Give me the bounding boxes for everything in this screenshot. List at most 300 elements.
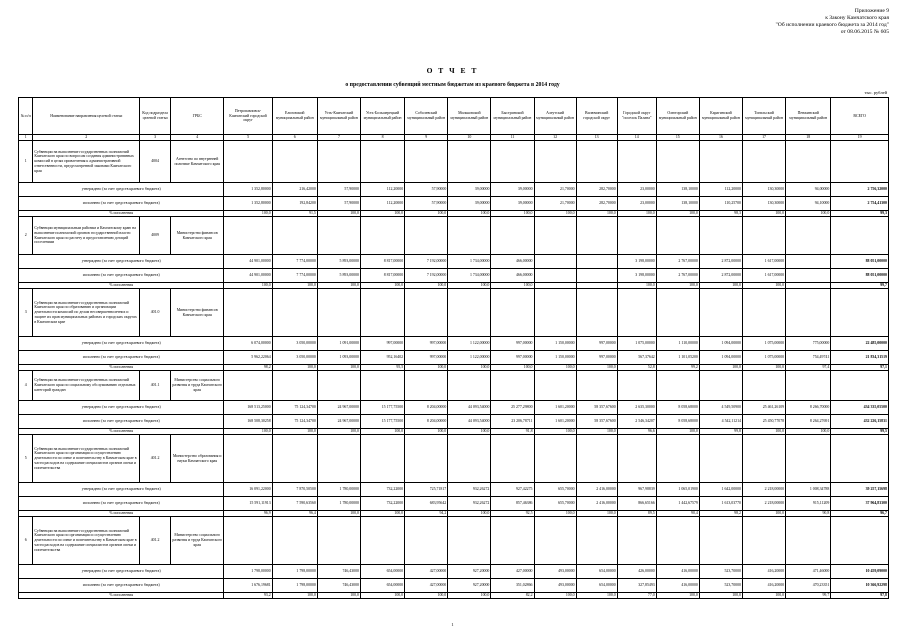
empty-cell bbox=[831, 217, 889, 255]
column-number: 9 bbox=[405, 135, 448, 141]
section-name: Субвенции на выполнение государственных полномочий Камчатского края по образованию и организации деятельности комиссий по делам несовершеннолетних и защите их прав муниципальных районах и городских округах в Камчатском крае bbox=[33, 289, 140, 337]
approved-value: 1 094,00000 bbox=[699, 337, 742, 351]
approved-value: 112,20000 bbox=[360, 183, 404, 197]
percent-value: 100,0 bbox=[617, 283, 656, 289]
empty-cell bbox=[742, 435, 785, 483]
approved-value: 655,70000 bbox=[534, 483, 576, 497]
percent-value: 100,0 bbox=[448, 429, 491, 435]
percent-value: 100,0 bbox=[224, 429, 272, 435]
section-grbs: Министерство социального развития и труда Камчатского края bbox=[171, 371, 224, 401]
percent-value: 100,0 bbox=[360, 211, 404, 217]
percent-value: 100,0 bbox=[491, 365, 534, 371]
percent-value: 99,7 bbox=[786, 593, 831, 599]
empty-cell bbox=[224, 435, 272, 483]
empty-cell bbox=[405, 435, 448, 483]
empty-cell bbox=[448, 141, 491, 183]
executed-value: 857,46386 bbox=[491, 497, 534, 511]
executed-value: 112,20000 bbox=[360, 197, 404, 211]
percent-value: 96,9 bbox=[224, 511, 272, 517]
executed-label: исполнено (за счет средств краевого бюджета) bbox=[19, 415, 224, 429]
percent-value: 100,0 bbox=[786, 211, 831, 217]
percent-value: 100,0 bbox=[534, 365, 576, 371]
percent-value: 77,0 bbox=[617, 593, 656, 599]
executed-value: 75 124,34700 bbox=[272, 415, 317, 429]
approved-value: 427,00000 bbox=[405, 565, 448, 579]
approved-value: 523,70000 bbox=[699, 565, 742, 579]
column-header: Пенжинский муниципальный район bbox=[786, 98, 831, 135]
empty-cell bbox=[272, 435, 317, 483]
percent-value: 82,2 bbox=[491, 593, 534, 599]
section-code: 4009 bbox=[140, 217, 171, 255]
approved-value: 2 416,00000 bbox=[576, 483, 617, 497]
approved-value: 21,70000 bbox=[534, 183, 576, 197]
percent-label: % исполнения bbox=[19, 365, 224, 371]
executed-row bbox=[19, 351, 889, 365]
percent-value: 100,0 bbox=[317, 283, 360, 289]
approved-value: 25 277,29800 bbox=[491, 401, 534, 415]
executed-value: 23,00000 bbox=[617, 197, 656, 211]
column-header: Усть-Большерецкий муниципальный район bbox=[360, 98, 404, 135]
section-name: Субвенции на выполнение государственных полномочий Камчатского края по социальному обслуживанию отдельных категорий граждан bbox=[33, 371, 140, 401]
column-header: ВСЕГО bbox=[831, 98, 889, 135]
approved-value: 44 093,54000 bbox=[448, 401, 491, 415]
approved-value: 8 266,70000 bbox=[786, 401, 831, 415]
empty-cell bbox=[491, 141, 534, 183]
executed-total: 432 226,15831 bbox=[831, 415, 889, 429]
percent-value: 100,0 bbox=[699, 593, 742, 599]
approved-value: 426,00000 bbox=[617, 565, 656, 579]
executed-value: 466,00000 bbox=[491, 269, 534, 283]
percent-value: 100,0 bbox=[448, 283, 491, 289]
executed-value: 866,65166 bbox=[617, 497, 656, 511]
approved-value: 58 357,67600 bbox=[576, 401, 617, 415]
executed-value: 732,22000 bbox=[360, 497, 404, 511]
approved-value: 39,00000 bbox=[448, 183, 491, 197]
section-code: 4004 bbox=[140, 141, 171, 183]
empty-cell bbox=[491, 517, 534, 565]
unit-label: тыс. рублей bbox=[864, 90, 887, 95]
empty-cell bbox=[360, 435, 404, 483]
percent-value: 91,5 bbox=[272, 211, 317, 217]
empty-cell bbox=[534, 517, 576, 565]
executed-total: 2 754,41300 bbox=[831, 197, 889, 211]
percent-value: 97,4 bbox=[786, 365, 831, 371]
empty-cell bbox=[405, 217, 448, 255]
executed-value: 5 962,22064 bbox=[224, 351, 272, 365]
executed-row bbox=[19, 579, 889, 593]
percent-value: 100,0 bbox=[742, 511, 785, 517]
approved-value: 216,42000 bbox=[272, 183, 317, 197]
executed-value: 523,70000 bbox=[699, 579, 742, 593]
percent-value: 100,0 bbox=[272, 283, 317, 289]
empty-cell bbox=[656, 517, 699, 565]
executed-value: 1 352,80000 bbox=[224, 197, 272, 211]
executed-value bbox=[576, 269, 617, 283]
empty-cell bbox=[699, 517, 742, 565]
empty-cell bbox=[617, 371, 656, 401]
approved-total: 22 485,00000 bbox=[831, 337, 889, 351]
executed-label: исполнено (за счет средств краевого бюджета) bbox=[19, 351, 224, 365]
executed-value: 44 093,54000 bbox=[448, 415, 491, 429]
approved-value: 8 058,68000 bbox=[656, 401, 699, 415]
column-header: Усть-Камчатский муниципальный район bbox=[317, 98, 360, 135]
empty-cell bbox=[405, 141, 448, 183]
empty-cell bbox=[360, 141, 404, 183]
column-number: 14 bbox=[617, 135, 656, 141]
section-name: Субвенции муниципальным районам и Камчатскому краю на выполнение полномочий органов государственной власти Камчатского края по расчету и предоставлению дотаций поселениям bbox=[33, 217, 140, 255]
executed-value: 94,10000 bbox=[786, 197, 831, 211]
percent-value: 95,5 bbox=[360, 365, 404, 371]
executed-value: 110,25700 bbox=[699, 197, 742, 211]
empty-cell bbox=[360, 517, 404, 565]
executed-value: 416,20000 bbox=[742, 579, 785, 593]
empty-cell bbox=[224, 141, 272, 183]
empty-cell bbox=[317, 371, 360, 401]
empty-cell bbox=[224, 371, 272, 401]
approved-row bbox=[19, 483, 889, 497]
column-header: Быстринский муниципальный район bbox=[491, 98, 534, 135]
percent-value: 100,0 bbox=[656, 429, 699, 435]
percent-total: 99,3 bbox=[831, 211, 889, 217]
approved-value: 732,22000 bbox=[360, 483, 404, 497]
approved-total: 434 335,05500 bbox=[831, 401, 889, 415]
executed-value: 2 872,00000 bbox=[699, 269, 742, 283]
executed-value: 8 817,00000 bbox=[360, 269, 404, 283]
percent-value: 93,2 bbox=[224, 593, 272, 599]
percent-value: 100,0 bbox=[534, 429, 576, 435]
percent-value: 100,0 bbox=[742, 365, 785, 371]
executed-value: 24 967,00000 bbox=[317, 415, 360, 429]
empty-cell bbox=[448, 289, 491, 337]
percent-value: 100,0 bbox=[405, 593, 448, 599]
column-header: Наименование направления целевой статьи bbox=[33, 98, 140, 135]
approved-value: 997,00000 bbox=[360, 337, 404, 351]
approved-total: 10 459,09000 bbox=[831, 565, 889, 579]
executed-value: 1 094,00000 bbox=[699, 351, 742, 365]
executed-value: 1 442,67579 bbox=[656, 497, 699, 511]
appendix-line: "Об исполнении краевого бюджета за 2014 год" bbox=[775, 22, 889, 28]
approved-value: 130,30000 bbox=[742, 183, 785, 197]
approved-value: 7 870,50500 bbox=[272, 483, 317, 497]
empty-cell bbox=[699, 141, 742, 183]
percent-value: 100,0 bbox=[317, 429, 360, 435]
percent-total: 97,8 bbox=[831, 593, 889, 599]
executed-value: 138,10000 bbox=[656, 197, 699, 211]
approved-value: 282,70000 bbox=[576, 183, 617, 197]
percent-value: 100,0 bbox=[448, 511, 491, 517]
column-header: Елизовский муниципальный район bbox=[272, 98, 317, 135]
executed-value: 1 601,20000 bbox=[534, 415, 576, 429]
column-number: 2 bbox=[33, 135, 140, 141]
approved-value: 1 150,00000 bbox=[534, 337, 576, 351]
empty-cell bbox=[831, 289, 889, 337]
column-number: 19 bbox=[831, 135, 889, 141]
empty-cell bbox=[272, 141, 317, 183]
approved-value: 75 124,34700 bbox=[272, 401, 317, 415]
executed-value: 470,23351 bbox=[786, 579, 831, 593]
empty-cell bbox=[576, 217, 617, 255]
empty-cell bbox=[576, 371, 617, 401]
percent-value: 100,0 bbox=[656, 283, 699, 289]
executed-value: 4 542,11214 bbox=[699, 415, 742, 429]
empty-cell bbox=[534, 217, 576, 255]
executed-value: 130,30000 bbox=[742, 197, 785, 211]
header-row bbox=[19, 98, 889, 135]
approved-value: 57,90000 bbox=[405, 183, 448, 197]
empty-cell bbox=[699, 371, 742, 401]
approved-value: 416,20000 bbox=[742, 565, 785, 579]
empty-cell bbox=[448, 435, 491, 483]
executed-value: 2 767,00000 bbox=[656, 269, 699, 283]
approved-value: 8 204,00000 bbox=[405, 401, 448, 415]
empty-cell bbox=[405, 289, 448, 337]
empty-cell bbox=[786, 217, 831, 255]
approved-value: 3 050,00000 bbox=[272, 337, 317, 351]
percent-value: 100,0 bbox=[742, 283, 785, 289]
empty-cell bbox=[224, 289, 272, 337]
empty-cell bbox=[405, 371, 448, 401]
approved-value: 94,00000 bbox=[786, 183, 831, 197]
column-number: 18 bbox=[786, 135, 831, 141]
table-body bbox=[19, 141, 889, 599]
column-number: 17 bbox=[742, 135, 785, 141]
column-header: ГРБС bbox=[171, 98, 224, 135]
section-grbs: Министерство финансов Камчатского края bbox=[171, 217, 224, 255]
empty-cell bbox=[360, 289, 404, 337]
approved-value: 1 075,00000 bbox=[742, 337, 785, 351]
approved-label: утверждено (за счет средств краевого бюджета) bbox=[19, 401, 224, 415]
empty-cell bbox=[656, 371, 699, 401]
approved-value bbox=[534, 255, 576, 269]
executed-value: 44 901,00000 bbox=[224, 269, 272, 283]
empty-cell bbox=[699, 217, 742, 255]
column-number: 7 bbox=[317, 135, 360, 141]
approved-value: 654,00000 bbox=[360, 565, 404, 579]
approved-value bbox=[786, 255, 831, 269]
section-number: 6 bbox=[19, 517, 33, 565]
empty-cell bbox=[272, 371, 317, 401]
executed-value: 192,84200 bbox=[272, 197, 317, 211]
percent-value: 100,0 bbox=[360, 283, 404, 289]
approved-value: 654,00000 bbox=[576, 565, 617, 579]
empty-cell bbox=[617, 435, 656, 483]
percent-value: 100,0 bbox=[656, 211, 699, 217]
percent-label: % исполнения bbox=[19, 211, 224, 217]
approved-value: 746,43000 bbox=[317, 565, 360, 579]
executed-value: 654,00000 bbox=[576, 579, 617, 593]
section-grbs: Агентство по внутренней политике Камчатского края bbox=[171, 141, 224, 183]
empty-cell bbox=[656, 435, 699, 483]
approved-row bbox=[19, 401, 889, 415]
approved-value: 39,00000 bbox=[491, 183, 534, 197]
empty-cell bbox=[617, 217, 656, 255]
column-header: Городской округ "поселок Палана" bbox=[617, 98, 656, 135]
empty-cell bbox=[576, 289, 617, 337]
executed-value: 1 101,05200 bbox=[656, 351, 699, 365]
executed-value: 8 058,68000 bbox=[656, 415, 699, 429]
executed-label: исполнено (за счет средств краевого бюджета) bbox=[19, 269, 224, 283]
approved-total: 39 257,15698 bbox=[831, 483, 889, 497]
empty-cell bbox=[656, 141, 699, 183]
approved-value: 1 617,00000 bbox=[742, 255, 785, 269]
percent-value: 100,0 bbox=[448, 211, 491, 217]
approved-value: 44 901,00000 bbox=[224, 255, 272, 269]
report-title: О Т Ч Е Т bbox=[426, 66, 479, 75]
empty-cell bbox=[317, 289, 360, 337]
executed-value: 1 780,00000 bbox=[317, 497, 360, 511]
approved-value: 24 967,00000 bbox=[317, 401, 360, 415]
executed-label: исполнено (за счет средств краевого бюджета) bbox=[19, 497, 224, 511]
executed-value: 915,11209 bbox=[786, 497, 831, 511]
executed-value: 57,90000 bbox=[405, 197, 448, 211]
approved-value: 16 091,22000 bbox=[224, 483, 272, 497]
approved-value: 416,00000 bbox=[656, 565, 699, 579]
empty-cell bbox=[534, 141, 576, 183]
empty-cell bbox=[534, 435, 576, 483]
executed-value: 57,90000 bbox=[317, 197, 360, 211]
percent-value: 100,0 bbox=[405, 429, 448, 435]
percent-value: 99,8 bbox=[699, 429, 742, 435]
executed-total: 88 051,00000 bbox=[831, 269, 889, 283]
executed-value: 8 264,27691 bbox=[786, 415, 831, 429]
empty-cell bbox=[831, 141, 889, 183]
percent-value: 98,2 bbox=[699, 511, 742, 517]
approved-value: 3 198,00000 bbox=[617, 255, 656, 269]
section-grbs: Министерство финансов Камчатского края bbox=[171, 289, 224, 337]
approved-value: 4 549,50900 bbox=[699, 401, 742, 415]
percent-value: 52,8 bbox=[617, 365, 656, 371]
executed-value: 952,16402 bbox=[360, 351, 404, 365]
approved-value: 493,00000 bbox=[534, 565, 576, 579]
approved-value: 1 110,00000 bbox=[656, 337, 699, 351]
percent-value: 100,0 bbox=[699, 283, 742, 289]
empty-cell bbox=[742, 289, 785, 337]
empty-cell bbox=[786, 289, 831, 337]
empty-cell bbox=[491, 435, 534, 483]
executed-row bbox=[19, 269, 889, 283]
empty-cell bbox=[699, 289, 742, 337]
approved-label: утверждено (за счет средств краевого бюджета) bbox=[19, 183, 224, 197]
appendix-block bbox=[719, 8, 889, 36]
appendix-line: к Закону Камчатского края bbox=[825, 15, 889, 21]
percent-row bbox=[19, 593, 889, 599]
empty-cell bbox=[534, 289, 576, 337]
column-header: Карагинский муниципальный район bbox=[699, 98, 742, 135]
percent-value: 100,0 bbox=[448, 365, 491, 371]
empty-cell bbox=[576, 141, 617, 183]
approved-value: 997,00000 bbox=[491, 337, 534, 351]
appendix-line: Приложение 9 bbox=[854, 8, 889, 14]
executed-value: 493,00000 bbox=[534, 579, 576, 593]
empty-cell bbox=[405, 517, 448, 565]
empty-cell bbox=[699, 435, 742, 483]
approved-value bbox=[576, 255, 617, 269]
empty-cell bbox=[448, 371, 491, 401]
empty-cell bbox=[224, 217, 272, 255]
percent-value: 100,0 bbox=[405, 211, 448, 217]
percent-label: % исполнения bbox=[19, 593, 224, 599]
approved-value: 1 075,00000 bbox=[617, 337, 656, 351]
percent-value: 100,0 bbox=[656, 593, 699, 599]
empty-cell bbox=[491, 217, 534, 255]
executed-value: 927,20000 bbox=[448, 579, 491, 593]
executed-row bbox=[19, 497, 889, 511]
empty-cell bbox=[617, 141, 656, 183]
section-name: Субвенции на выполнение государственных полномочий Камчатского края по организации и осуществлению деятельности по опеке и попечительству в Камчатском крае в части расходов на содержание специалистов органов опеки и попечительства bbox=[33, 435, 140, 483]
approved-value: 1 798,00000 bbox=[224, 565, 272, 579]
empty-cell bbox=[786, 141, 831, 183]
percent-value: 99,2 bbox=[656, 365, 699, 371]
approved-value: 1 122,00000 bbox=[448, 337, 491, 351]
percent-value: 98,2 bbox=[224, 365, 272, 371]
section-description-row bbox=[19, 371, 889, 401]
percent-value: 100,0 bbox=[534, 211, 576, 217]
approved-row bbox=[19, 565, 889, 579]
approved-label: утверждено (за счет средств краевого бюджета) bbox=[19, 565, 224, 579]
approved-value: 2 872,00000 bbox=[699, 255, 742, 269]
percent-value: 96,6 bbox=[617, 429, 656, 435]
executed-value: 39,00000 bbox=[448, 197, 491, 211]
approved-value: 8 817,00000 bbox=[360, 255, 404, 269]
percent-value: 100,0 bbox=[360, 593, 404, 599]
executed-value bbox=[534, 269, 576, 283]
approved-value: 1 780,00000 bbox=[317, 483, 360, 497]
executed-value: 282,70000 bbox=[576, 197, 617, 211]
percent-value: 100,0 bbox=[742, 593, 785, 599]
executed-total: 10 366,92298 bbox=[831, 579, 889, 593]
executed-value: 7 774,00000 bbox=[272, 269, 317, 283]
approved-row bbox=[19, 255, 889, 269]
executed-value: 997,00000 bbox=[405, 351, 448, 365]
empty-cell bbox=[317, 141, 360, 183]
percent-value: 94,2 bbox=[405, 511, 448, 517]
percent-value: 100,0 bbox=[405, 283, 448, 289]
executed-value: 1 617,00000 bbox=[742, 269, 785, 283]
percent-value: 89,5 bbox=[617, 511, 656, 517]
approved-value: 927,20000 bbox=[448, 565, 491, 579]
percent-value: 100,0 bbox=[786, 429, 831, 435]
empty-cell bbox=[360, 371, 404, 401]
approved-value: 725,71817 bbox=[405, 483, 448, 497]
executed-value: 997,00000 bbox=[576, 351, 617, 365]
percent-value: 90,8 bbox=[786, 511, 831, 517]
percent-total: 99,7 bbox=[831, 283, 889, 289]
percent-value: 100,0 bbox=[224, 211, 272, 217]
column-number: 3 bbox=[140, 135, 171, 141]
executed-value: 58 357,67600 bbox=[576, 415, 617, 429]
approved-value: 7 774,00000 bbox=[272, 255, 317, 269]
empty-cell bbox=[831, 435, 889, 483]
section-number: 3 bbox=[19, 289, 33, 337]
executed-value: 1 676,19681 bbox=[224, 579, 272, 593]
executed-total: 21 834,31519 bbox=[831, 351, 889, 365]
section-code: 401.2 bbox=[140, 517, 171, 565]
percent-value: 100,0 bbox=[699, 365, 742, 371]
section-grbs: Министерство социального развития и труда Камчатского края bbox=[171, 517, 224, 565]
executed-value: 1 798,00000 bbox=[272, 579, 317, 593]
empty-cell bbox=[317, 217, 360, 255]
section-name: Субвенции на выполнение государственных полномочий Камчатского края по организации и осуществлению деятельности по опеке и попечительству в Камчатском крае в части расходов на содержание специалистов органов опеки и попечительства bbox=[33, 517, 140, 565]
column-header: Алеутский муниципальный район bbox=[534, 98, 576, 135]
approved-value: 25 461,26109 bbox=[742, 401, 785, 415]
executed-value: 3 050,00000 bbox=[272, 351, 317, 365]
executed-row bbox=[19, 415, 889, 429]
column-number: 1 bbox=[19, 135, 33, 141]
approved-value: 2 767,00000 bbox=[656, 255, 699, 269]
percent-value: 91,8 bbox=[491, 429, 534, 435]
column-number: 10 bbox=[448, 135, 491, 141]
approved-value: 2 218,00000 bbox=[742, 483, 785, 497]
